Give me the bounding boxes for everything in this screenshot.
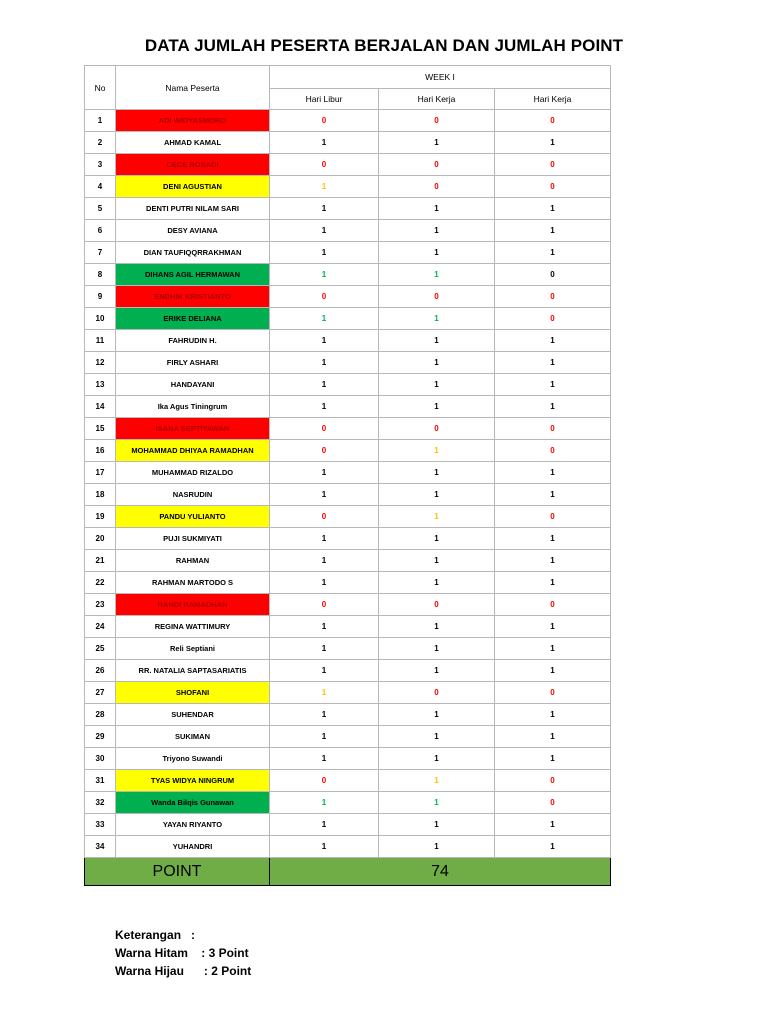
day-value-2: 1 xyxy=(379,242,495,264)
participant-name: ISANA SEPTIYAWAN xyxy=(116,418,270,440)
table-row xyxy=(85,748,611,770)
day-value-1: 1 xyxy=(270,814,379,836)
row-number: 5 xyxy=(85,198,116,220)
day-value-1: 1 xyxy=(270,330,379,352)
row-number: 26 xyxy=(85,660,116,682)
day-value-1: 1 xyxy=(270,792,379,814)
table-row xyxy=(85,220,611,242)
day-value-2: 1 xyxy=(379,506,495,528)
page-title: DATA JUMLAH PESERTA BERJALAN DAN JUMLAH POINT xyxy=(144,36,624,55)
day-value-3: 1 xyxy=(495,242,611,264)
day-value-1: 1 xyxy=(270,638,379,660)
row-number: 30 xyxy=(85,748,116,770)
table-row xyxy=(85,198,611,220)
day-value-2: 1 xyxy=(379,264,495,286)
table-row xyxy=(85,726,611,748)
header-name: Nama Peserta xyxy=(116,66,270,110)
participant-name: SUKIMAN xyxy=(116,726,270,748)
table-row xyxy=(85,154,611,176)
table-row xyxy=(85,572,611,594)
day-value-2: 1 xyxy=(379,308,495,330)
day-value-2: 1 xyxy=(379,814,495,836)
day-value-1: 1 xyxy=(270,462,379,484)
participant-name: DIHANS AGIL HERMAWAN xyxy=(116,264,270,286)
header-day-2: Hari Kerja xyxy=(379,89,495,110)
table-row xyxy=(85,682,611,704)
day-value-3: 1 xyxy=(495,836,611,858)
row-number: 19 xyxy=(85,506,116,528)
day-value-1: 1 xyxy=(270,220,379,242)
day-value-2: 0 xyxy=(379,682,495,704)
table-row xyxy=(85,616,611,638)
table-row xyxy=(85,704,611,726)
day-value-1: 1 xyxy=(270,616,379,638)
row-number: 21 xyxy=(85,550,116,572)
day-value-1: 1 xyxy=(270,176,379,198)
day-value-1: 0 xyxy=(270,770,379,792)
table-row xyxy=(85,528,611,550)
day-value-2: 0 xyxy=(379,176,495,198)
day-value-3: 1 xyxy=(495,550,611,572)
table-row xyxy=(85,660,611,682)
table-row xyxy=(85,242,611,264)
day-value-1: 1 xyxy=(270,660,379,682)
table-row xyxy=(85,110,611,132)
row-number: 23 xyxy=(85,594,116,616)
participant-name: FIRLY ASHARI xyxy=(116,352,270,374)
participant-name: TYAS WIDYA NINGRUM xyxy=(116,770,270,792)
day-value-3: 0 xyxy=(495,110,611,132)
day-value-1: 1 xyxy=(270,352,379,374)
day-value-3: 0 xyxy=(495,154,611,176)
table-row xyxy=(85,440,611,462)
day-value-2: 1 xyxy=(379,462,495,484)
day-value-1: 1 xyxy=(270,242,379,264)
participant-name: SHOFANI xyxy=(116,682,270,704)
day-value-2: 1 xyxy=(379,330,495,352)
day-value-1: 0 xyxy=(270,594,379,616)
row-number: 32 xyxy=(85,792,116,814)
day-value-3: 0 xyxy=(495,418,611,440)
row-number: 31 xyxy=(85,770,116,792)
participant-name: CECE ROSADI xyxy=(116,154,270,176)
day-value-2: 1 xyxy=(379,352,495,374)
day-value-1: 1 xyxy=(270,748,379,770)
participant-name: ENDHIK KRISTIANTO xyxy=(116,286,270,308)
table-row xyxy=(85,286,611,308)
participant-name: DENI AGUSTIAN xyxy=(116,176,270,198)
day-value-1: 1 xyxy=(270,308,379,330)
participant-name: ADI WIDYASMORO xyxy=(116,110,270,132)
participant-name: HANDAYANI xyxy=(116,374,270,396)
day-value-2: 1 xyxy=(379,198,495,220)
day-value-3: 1 xyxy=(495,374,611,396)
day-value-1: 1 xyxy=(270,682,379,704)
row-number: 2 xyxy=(85,132,116,154)
row-number: 20 xyxy=(85,528,116,550)
day-value-1: 1 xyxy=(270,836,379,858)
header-day-1: Hari Libur xyxy=(270,89,379,110)
day-value-1: 0 xyxy=(270,506,379,528)
day-value-1: 1 xyxy=(270,726,379,748)
day-value-2: 1 xyxy=(379,638,495,660)
table-row xyxy=(85,814,611,836)
day-value-3: 1 xyxy=(495,572,611,594)
day-value-1: 1 xyxy=(270,572,379,594)
day-value-2: 1 xyxy=(379,660,495,682)
table-row xyxy=(85,506,611,528)
day-value-1: 1 xyxy=(270,264,379,286)
day-value-2: 0 xyxy=(379,594,495,616)
day-value-3: 1 xyxy=(495,330,611,352)
participant-name: AHMAD KAMAL xyxy=(116,132,270,154)
participant-name: Wanda Bilqis Gunawan xyxy=(116,792,270,814)
day-value-3: 1 xyxy=(495,132,611,154)
day-value-3: 1 xyxy=(495,748,611,770)
notes-heading: Keterangan : xyxy=(115,928,196,942)
day-value-1: 0 xyxy=(270,110,379,132)
row-number: 29 xyxy=(85,726,116,748)
participant-table xyxy=(84,65,611,886)
header-no: No xyxy=(85,66,116,110)
row-number: 15 xyxy=(85,418,116,440)
row-number: 34 xyxy=(85,836,116,858)
participant-name: SUHENDAR xyxy=(116,704,270,726)
participant-name: Triyono Suwandi xyxy=(116,748,270,770)
day-value-3: 1 xyxy=(495,726,611,748)
participant-name: REGINA WATTIMURY xyxy=(116,616,270,638)
day-value-3: 0 xyxy=(495,440,611,462)
day-value-2: 1 xyxy=(379,528,495,550)
row-number: 1 xyxy=(85,110,116,132)
day-value-3: 1 xyxy=(495,638,611,660)
day-value-3: 0 xyxy=(495,176,611,198)
day-value-1: 1 xyxy=(270,550,379,572)
day-value-2: 1 xyxy=(379,726,495,748)
table-row xyxy=(85,396,611,418)
table-row xyxy=(85,176,611,198)
day-value-3: 0 xyxy=(495,308,611,330)
day-value-3: 0 xyxy=(495,682,611,704)
table-row xyxy=(85,418,611,440)
day-value-1: 1 xyxy=(270,528,379,550)
table-row xyxy=(85,330,611,352)
row-number: 7 xyxy=(85,242,116,264)
row-number: 33 xyxy=(85,814,116,836)
day-value-2: 1 xyxy=(379,616,495,638)
row-number: 11 xyxy=(85,330,116,352)
participant-name: ERIKE DELIANA xyxy=(116,308,270,330)
day-value-3: 1 xyxy=(495,396,611,418)
total-label: POINT xyxy=(85,858,270,886)
legend-notes xyxy=(115,926,251,980)
row-number: 14 xyxy=(85,396,116,418)
row-number: 17 xyxy=(85,462,116,484)
day-value-2: 1 xyxy=(379,836,495,858)
day-value-3: 0 xyxy=(495,286,611,308)
table-row xyxy=(85,132,611,154)
day-value-2: 1 xyxy=(379,550,495,572)
day-value-2: 1 xyxy=(379,440,495,462)
row-number: 28 xyxy=(85,704,116,726)
day-value-1: 1 xyxy=(270,484,379,506)
day-value-1: 1 xyxy=(270,704,379,726)
day-value-1: 1 xyxy=(270,132,379,154)
day-value-2: 0 xyxy=(379,418,495,440)
participant-name: DENTI PUTRI NILAM SARI xyxy=(116,198,270,220)
day-value-3: 0 xyxy=(495,792,611,814)
participant-name: NASRUDIN xyxy=(116,484,270,506)
day-value-2: 1 xyxy=(379,792,495,814)
row-number: 4 xyxy=(85,176,116,198)
participant-name: DESY AVIANA xyxy=(116,220,270,242)
day-value-2: 1 xyxy=(379,748,495,770)
day-value-1: 0 xyxy=(270,286,379,308)
day-value-2: 0 xyxy=(379,110,495,132)
participant-name: RAHMAN MARTODO S xyxy=(116,572,270,594)
day-value-3: 1 xyxy=(495,198,611,220)
header-row xyxy=(85,66,611,89)
day-value-3: 1 xyxy=(495,528,611,550)
table-row xyxy=(85,638,611,660)
row-number: 10 xyxy=(85,308,116,330)
participant-name: RAHMAN xyxy=(116,550,270,572)
participant-name: Reli Septiani xyxy=(116,638,270,660)
participant-name: DIAN TAUFIQQRRAKHMAN xyxy=(116,242,270,264)
table-row xyxy=(85,770,611,792)
row-number: 27 xyxy=(85,682,116,704)
day-value-3: 0 xyxy=(495,506,611,528)
table-row xyxy=(85,550,611,572)
day-value-2: 0 xyxy=(379,154,495,176)
day-value-3: 1 xyxy=(495,462,611,484)
day-value-1: 1 xyxy=(270,396,379,418)
notes-line-green: Warna Hijau : 2 Point xyxy=(115,964,252,978)
day-value-3: 0 xyxy=(495,770,611,792)
table-row xyxy=(85,462,611,484)
day-value-2: 1 xyxy=(379,770,495,792)
participant-name: FAHRUDIN H. xyxy=(116,330,270,352)
row-number: 12 xyxy=(85,352,116,374)
table-row xyxy=(85,308,611,330)
row-number: 18 xyxy=(85,484,116,506)
day-value-3: 0 xyxy=(495,594,611,616)
row-number: 24 xyxy=(85,616,116,638)
day-value-3: 1 xyxy=(495,616,611,638)
table-row xyxy=(85,264,611,286)
day-value-2: 0 xyxy=(379,286,495,308)
day-value-3: 1 xyxy=(495,484,611,506)
table-row xyxy=(85,792,611,814)
day-value-2: 1 xyxy=(379,220,495,242)
day-value-2: 1 xyxy=(379,704,495,726)
row-number: 6 xyxy=(85,220,116,242)
participant-name: YAYAN RIYANTO xyxy=(116,814,270,836)
total-value: 74 xyxy=(270,858,611,886)
row-number: 22 xyxy=(85,572,116,594)
row-number: 9 xyxy=(85,286,116,308)
day-value-3: 1 xyxy=(495,814,611,836)
participant-name: PANDU YULIANTO xyxy=(116,506,270,528)
participant-name: YUHANDRI xyxy=(116,836,270,858)
day-value-1: 0 xyxy=(270,440,379,462)
day-value-3: 1 xyxy=(495,660,611,682)
day-value-3: 1 xyxy=(495,220,611,242)
participant-name: MOHAMMAD DHIYAA RAMADHAN xyxy=(116,440,270,462)
day-value-2: 1 xyxy=(379,484,495,506)
day-value-3: 1 xyxy=(495,704,611,726)
row-number: 3 xyxy=(85,154,116,176)
table-row xyxy=(85,374,611,396)
participant-name: Ika Agus Tiningrum xyxy=(116,396,270,418)
row-number: 16 xyxy=(85,440,116,462)
table-row xyxy=(85,836,611,858)
day-value-2: 1 xyxy=(379,374,495,396)
total-row xyxy=(85,858,611,886)
table-row xyxy=(85,484,611,506)
participant-name: MUHAMMAD RIZALDO xyxy=(116,462,270,484)
row-number: 25 xyxy=(85,638,116,660)
day-value-3: 0 xyxy=(495,264,611,286)
day-value-3: 1 xyxy=(495,352,611,374)
participant-name: RR. NATALIA SAPTASARIATIS xyxy=(116,660,270,682)
row-number: 13 xyxy=(85,374,116,396)
day-value-2: 1 xyxy=(379,132,495,154)
day-value-2: 1 xyxy=(379,396,495,418)
row-number: 8 xyxy=(85,264,116,286)
day-value-2: 1 xyxy=(379,572,495,594)
header-day-3: Hari Kerja xyxy=(495,89,611,110)
day-value-1: 1 xyxy=(270,374,379,396)
notes-line-black: Warna Hitam : 3 Point xyxy=(115,946,249,960)
day-value-1: 0 xyxy=(270,154,379,176)
table-row xyxy=(85,352,611,374)
table-row xyxy=(85,594,611,616)
day-value-1: 0 xyxy=(270,418,379,440)
participant-name: PUJI SUKMIYATI xyxy=(116,528,270,550)
day-value-1: 1 xyxy=(270,198,379,220)
header-week: WEEK I xyxy=(270,66,611,89)
participant-name: RANDI RAMADHAN xyxy=(116,594,270,616)
